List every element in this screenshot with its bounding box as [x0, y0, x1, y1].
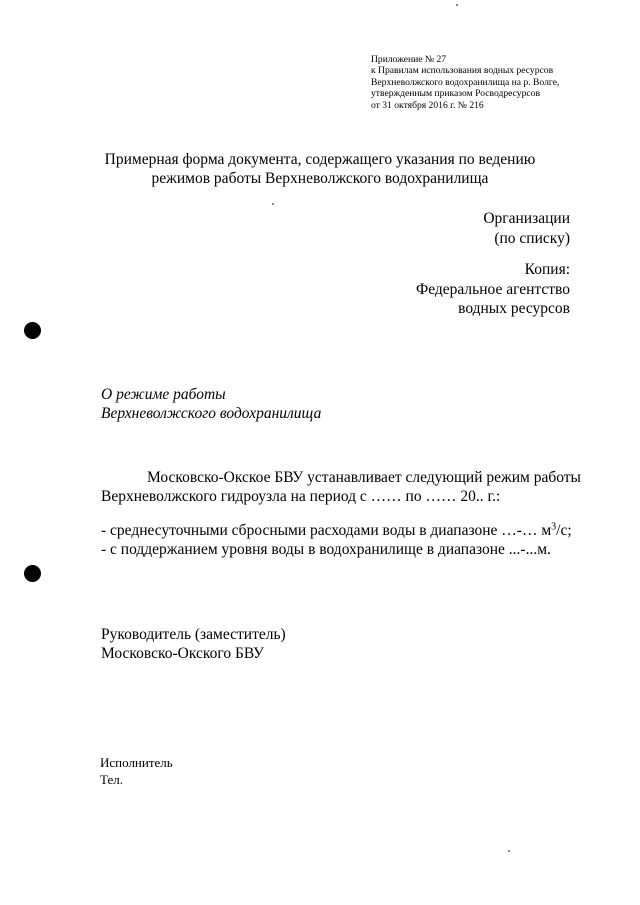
subject-line-2: Верхневолжского водохранилища: [101, 405, 322, 422]
document-title: [0, 150, 640, 188]
subject-block: [101, 385, 321, 423]
discharge-unit-tail: /с;: [556, 522, 572, 539]
scan-speck: [456, 4, 458, 6]
signatory-org: Московско-Окского БВУ: [101, 645, 264, 662]
subject-line-1: О режиме работы: [101, 386, 226, 403]
title-line-1: Примерная форма документа, содержащего указания по ведению: [104, 151, 536, 168]
executor-block: [100, 755, 173, 788]
cubic-superscript: 3: [551, 521, 557, 533]
signatory-title: Руководитель (заместитель): [101, 626, 286, 643]
regime-item-water-level: - с поддержанием уровня воды в водохранилище в диапазоне ...-...м.: [101, 541, 551, 558]
discharge-text: - среднесуточными сбросными расходами воды в диапазоне …-… м: [101, 522, 552, 539]
scan-speck: [272, 203, 274, 205]
title-line-2: режимов работы Верхневолжского водохранилища: [151, 170, 489, 187]
regime-list: [101, 521, 572, 559]
addressee-block: [483, 209, 570, 248]
binder-hole-lower: [24, 565, 41, 582]
binder-hole-upper: [24, 322, 41, 339]
copy-recipient-line-2: водных ресурсов: [458, 300, 570, 317]
appendix-number: Приложение № 27: [371, 54, 447, 65]
executor-label: Исполнитель: [100, 755, 173, 770]
addressee-line-2: (по списку): [494, 229, 570, 247]
appendix-rules-ref: к Правилам использования водных ресурсов: [371, 65, 554, 77]
copy-label: Копия:: [524, 261, 570, 278]
executor-phone-label: Тел.: [100, 771, 123, 787]
copy-recipient-line-1: Федеральное агентство: [415, 280, 570, 298]
copy-block: [416, 260, 570, 319]
scan-speck: [508, 850, 510, 852]
body-paragraph: [101, 468, 581, 506]
body-line-1: Московско-Окское БВУ устанавливает следующий режим работы: [147, 469, 581, 486]
appendix-header: [371, 54, 559, 111]
appendix-order: утвержденным приказом Росводресурсов: [371, 88, 540, 100]
body-line-2: Верхневолжского гидроузла на период с …… по …… 20.. г.:: [101, 488, 501, 505]
appendix-reservoir: Верхневолжского водохранилища на р. Волге,: [371, 76, 560, 88]
signature-block: [101, 625, 286, 663]
regime-item-discharge: [101, 521, 572, 540]
appendix-date: от 31 октября 2016 г. № 216: [371, 99, 484, 111]
addressee-line-1: Организации: [483, 210, 570, 227]
